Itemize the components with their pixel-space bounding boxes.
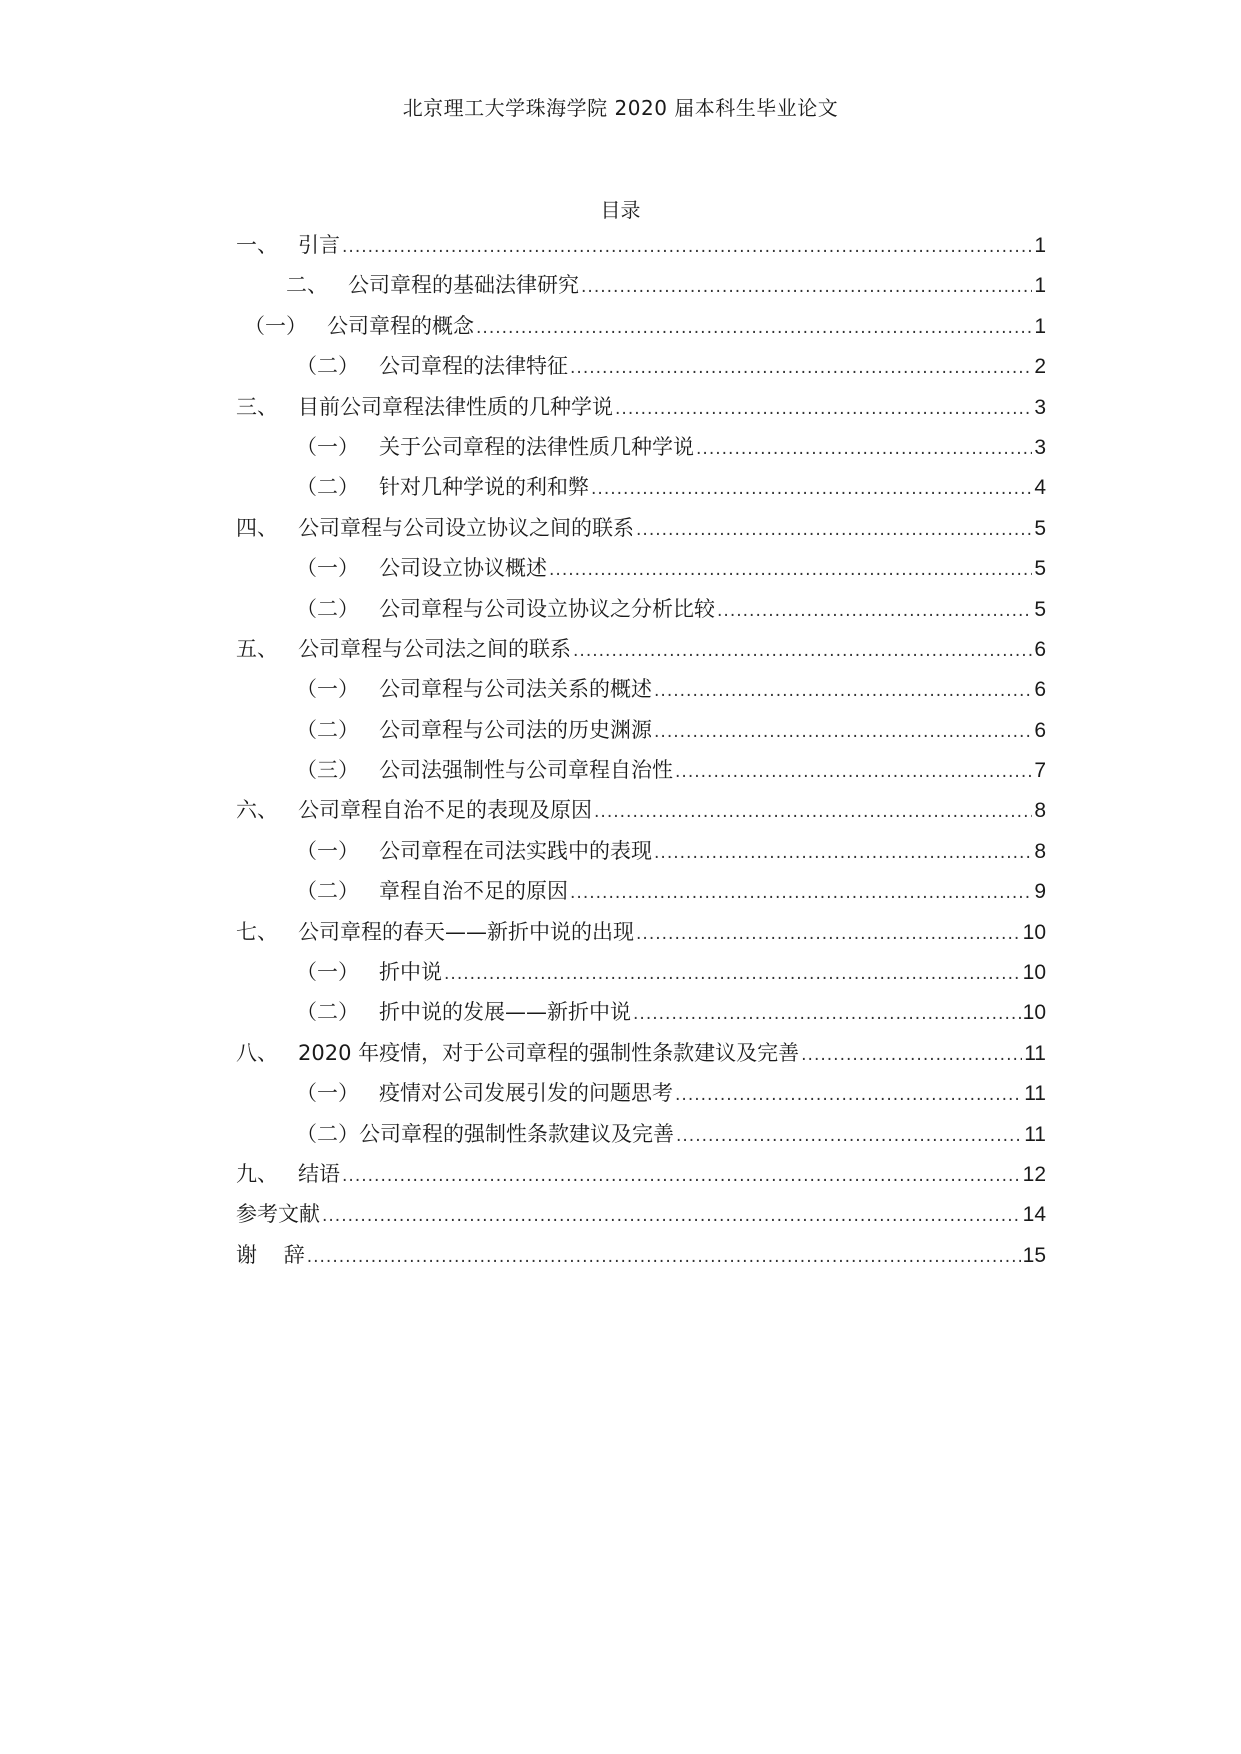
dot-leader	[444, 952, 1021, 992]
toc-entry-page-number: 6	[1034, 637, 1046, 661]
toc-entry[interactable]	[236, 427, 1046, 467]
toc-entry[interactable]	[236, 548, 1046, 588]
toc-entry-page-number: 6	[1034, 718, 1046, 742]
toc-entry-label: （一） 公司章程与公司法关系的概述	[296, 677, 653, 702]
page-header: 北京理工大学珠海学院 2020 届本科生毕业论文	[402, 96, 839, 120]
toc-entry-page-number: 7	[1034, 759, 1046, 783]
toc-entry-label: （二） 章程自治不足的原因	[296, 879, 569, 904]
toc-entry[interactable]	[236, 750, 1046, 790]
toc-entry-page-number: 11	[1024, 1082, 1046, 1106]
toc-entry[interactable]	[236, 629, 1046, 669]
dot-leader	[307, 1235, 1021, 1275]
toc-entry[interactable]	[236, 669, 1046, 709]
dot-leader	[633, 992, 1021, 1032]
toc-entry-label: 七、 公司章程的春天——新折中说的出现	[236, 919, 635, 944]
toc-entry-label: （二） 公司章程与公司设立协议之分析比较	[296, 596, 716, 621]
dot-leader	[801, 1033, 1022, 1073]
dot-leader	[717, 589, 1032, 629]
toc-entry[interactable]	[236, 467, 1046, 507]
toc-entry[interactable]	[236, 1114, 1046, 1154]
toc-entry[interactable]	[236, 992, 1046, 1032]
toc-entry-page-number: 1	[1034, 274, 1046, 298]
toc-entry[interactable]	[236, 1033, 1046, 1073]
toc-entry[interactable]	[236, 710, 1046, 750]
dot-leader	[675, 750, 1032, 790]
toc-entry[interactable]	[236, 831, 1046, 871]
toc-entry-page-number: 2	[1034, 355, 1046, 379]
toc-entry-page-number: 10	[1022, 961, 1046, 985]
dot-leader	[570, 871, 1032, 911]
toc-entry-page-number: 14	[1022, 1203, 1046, 1227]
toc-entry-label: （一） 公司设立协议概述	[296, 556, 548, 581]
toc-entry[interactable]	[236, 871, 1046, 911]
toc-entry-page-number: 11	[1024, 1041, 1046, 1065]
toc-entry[interactable]	[236, 225, 1046, 265]
toc-entry-label: 二、 公司章程的基础法律研究	[286, 273, 580, 298]
toc-entry-label: 四、 公司章程与公司设立协议之间的联系	[236, 515, 635, 540]
toc-title: 目录	[600, 198, 641, 222]
toc-entry[interactable]	[236, 1154, 1046, 1194]
toc-entry-label: 参考文献	[236, 1202, 320, 1227]
toc-entry[interactable]	[236, 508, 1046, 548]
toc-entry-label: （二） 折中说的发展——新折中说	[296, 1000, 632, 1025]
table-of-contents	[236, 225, 1046, 1275]
dot-leader	[654, 710, 1032, 750]
dot-leader	[322, 1194, 1021, 1234]
toc-entry-page-number: 6	[1034, 678, 1046, 702]
dot-leader	[696, 427, 1032, 467]
dot-leader	[549, 548, 1032, 588]
toc-entry-page-number: 9	[1034, 880, 1046, 904]
dot-leader	[594, 790, 1032, 830]
toc-entry-label: 五、 公司章程与公司法之间的联系	[236, 636, 572, 661]
dot-leader	[591, 467, 1032, 507]
toc-entry-page-number: 5	[1034, 516, 1046, 540]
toc-entry-page-number: 12	[1022, 1162, 1046, 1186]
toc-entry[interactable]	[236, 346, 1046, 386]
dot-leader	[573, 629, 1032, 669]
toc-entry[interactable]	[236, 790, 1046, 830]
toc-entry-page-number: 4	[1034, 476, 1046, 500]
toc-entry-page-number: 1	[1034, 234, 1046, 257]
toc-entry-label: （一） 公司章程在司法实践中的表现	[296, 838, 653, 863]
toc-entry-page-number: 8	[1034, 839, 1046, 863]
dot-leader	[675, 1073, 1022, 1113]
toc-entry-page-number: 1	[1034, 314, 1046, 338]
toc-entry[interactable]	[236, 1235, 1046, 1275]
toc-entry-label: 八、 2020 年疫情，对于公司章程的强制性条款建议及完善	[236, 1040, 800, 1065]
toc-entry-label: 六、 公司章程自治不足的表现及原因	[236, 798, 593, 823]
toc-entry-label: （二）公司章程的强制性条款建议及完善	[296, 1121, 674, 1146]
toc-entry-label: 九、 结语	[236, 1161, 341, 1186]
toc-entry-page-number: 10	[1022, 1001, 1046, 1025]
toc-entry-label: 一、 引言	[236, 233, 341, 257]
toc-entry-label: 谢 辞	[236, 1242, 305, 1267]
toc-entry-page-number: 3	[1034, 435, 1046, 459]
dot-leader	[570, 346, 1032, 386]
toc-entry[interactable]	[236, 912, 1046, 952]
toc-entry-page-number: 8	[1034, 799, 1046, 823]
toc-entry-label: （三） 公司法强制性与公司章程自治性	[296, 758, 674, 783]
dot-leader	[636, 508, 1032, 548]
toc-entry-page-number: 10	[1022, 920, 1046, 944]
toc-entry-label: （一） 折中说	[296, 960, 443, 985]
dot-leader	[636, 912, 1021, 952]
dot-leader	[581, 265, 1032, 305]
toc-entry-page-number: 15	[1022, 1243, 1046, 1267]
toc-entry-page-number: 5	[1034, 597, 1046, 621]
toc-entry-page-number: 3	[1034, 395, 1046, 419]
dot-leader	[342, 225, 1032, 265]
dot-leader	[476, 306, 1032, 346]
dot-leader	[615, 387, 1032, 427]
toc-entry-label: （二） 针对几种学说的利和弊	[296, 475, 590, 500]
toc-entry-page-number: 11	[1024, 1122, 1046, 1146]
toc-entry-label: （一） 关于公司章程的法律性质几种学说	[296, 434, 695, 459]
dot-leader	[654, 669, 1032, 709]
dot-leader	[342, 1154, 1021, 1194]
toc-entry-label: （一） 公司章程的概念	[244, 313, 475, 338]
toc-entry-label: 三、 目前公司章程法律性质的几种学说	[236, 394, 614, 419]
dot-leader	[654, 831, 1032, 871]
toc-entry-page-number: 5	[1034, 557, 1046, 581]
toc-entry[interactable]	[236, 1194, 1046, 1234]
toc-entry-label: （二） 公司章程的法律特征	[296, 354, 569, 379]
toc-entry[interactable]	[236, 265, 1046, 305]
toc-entry[interactable]	[236, 952, 1046, 992]
toc-entry[interactable]	[236, 589, 1046, 629]
toc-entry[interactable]	[236, 306, 1046, 346]
toc-entry-label: （二） 公司章程与公司法的历史渊源	[296, 717, 653, 742]
toc-entry-label: （一） 疫情对公司发展引发的问题思考	[296, 1081, 674, 1106]
dot-leader	[676, 1114, 1022, 1154]
toc-entry[interactable]	[236, 387, 1046, 427]
toc-entry[interactable]	[236, 1073, 1046, 1113]
